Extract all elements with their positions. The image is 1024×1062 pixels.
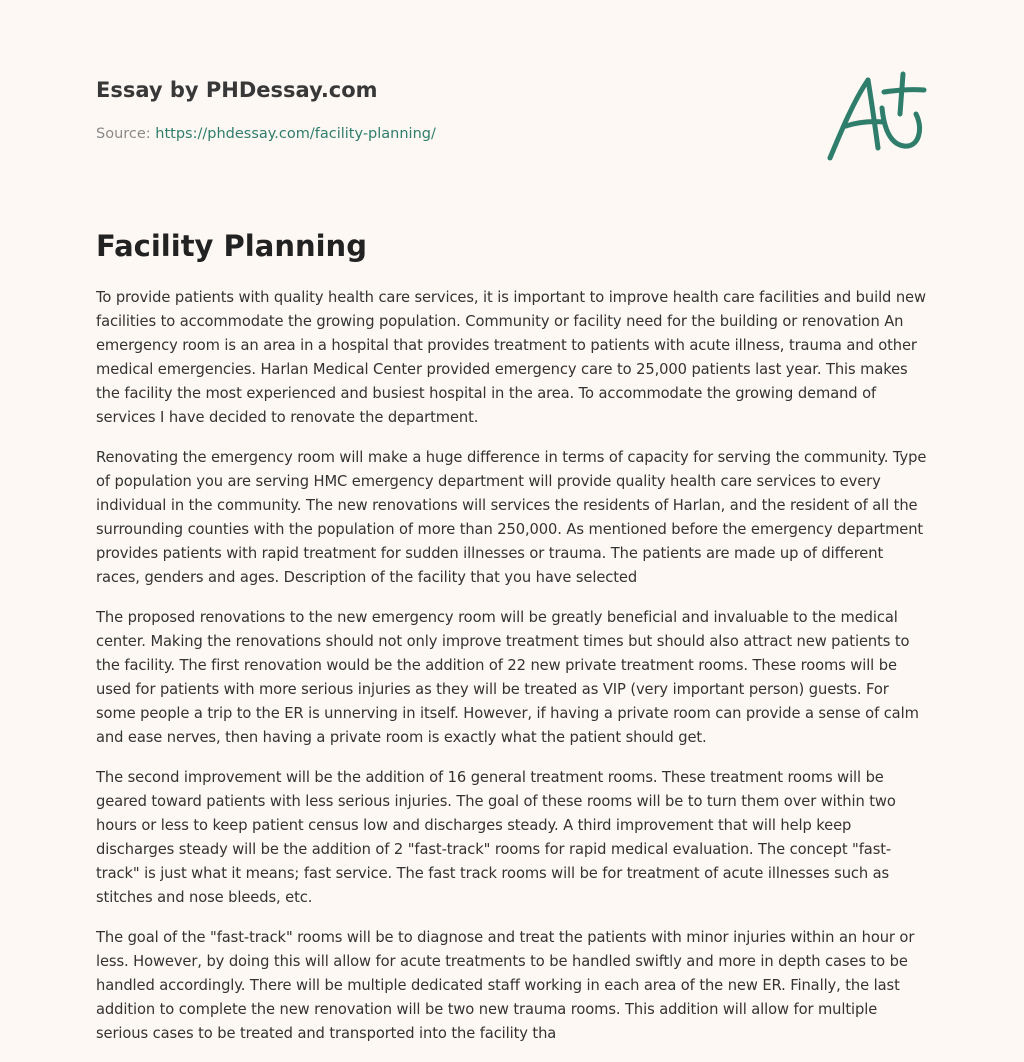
- a-plus-grade-icon: [820, 68, 930, 164]
- essay-paragraph: The proposed renovations to the new emergency room will be greatly beneficial and invaluable to the medical center. Making the renovations should not only improve treatment times but should also attract new patients to the facility. The first renovation would be the addition of 22 new private treatment rooms. These rooms will be used for patients with more serious injuries as they will be treated as VIP (very important person) guests. For some people a trip to the ER is unnerving in itself. However, if having a private room can provide a sense of calm and ease nerves, then having a private room is exactly what the patient should get.: [96, 609, 919, 746]
- essay-title: Facility Planning: [96, 229, 367, 263]
- source-label: Source:: [96, 126, 151, 142]
- essay-body: [96, 286, 930, 1062]
- essay-paragraph: To provide patients with quality health care services, it is important to improve health care facilities and build new facilities to accommodate the growing population. Community or facility need for the building or renovation An emergency room is an area in a hospital that provides treatment to patients with acute illness, trauma and other medical emergencies. Harlan Medical Center provided emergency care to 25,000 patients last year. This makes the facility the most experienced and busiest hospital in the area. To accommodate the growing demand of services I have decided to renovate the department.: [96, 289, 926, 426]
- source-link[interactable]: https://phdessay.com/facility-planning/: [155, 126, 436, 142]
- site-title: Essay by PHDessay.com: [96, 78, 378, 102]
- essay-paragraph: Renovating the emergency room will make a huge difference in terms of capacity for serving the community. Type of population you are serving HMC emergency department will provide quality health care services to every individual in the community. The new renovations will services the residents of Harlan, and the resident of all the surrounding counties with the population of more than 250,000. As mentioned before the emergency department provides patients with rapid treatment for sudden illnesses or trauma. The patients are made up of different races, genders and ages. Description of the facility that you have selected: [96, 449, 927, 586]
- essay-paragraph: The goal of the "fast-track" rooms will be to diagnose and treat the patients with minor injuries within an hour or less. However, by doing this will allow for acute treatments to be handled swiftly and more in depth cases to be handled accordingly. There will be multiple dedicated staff working in each area of the new ER. Finally, the last addition to complete the new renovation will be two new trauma rooms. This addition will allow for multiple serious cases to be treated and transported into the facility tha: [96, 929, 915, 1042]
- page-header: [96, 76, 796, 144]
- essay-paragraph: The second improvement will be the addition of 16 general treatment rooms. These treatment rooms will be geared toward patients with less serious injuries. The goal of these rooms will be to turn them over within two hours or less to keep patient census low and discharges steady. A third improvement that will help keep discharges steady will be the addition of 2 "fast-track" rooms for rapid medical evaluation. The concept "fast-track" is just what it means; fast service. The fast track rooms will be for treatment of acute illnesses such as stitches and nose bleeds, etc.: [96, 769, 896, 906]
- source-line: [96, 124, 796, 144]
